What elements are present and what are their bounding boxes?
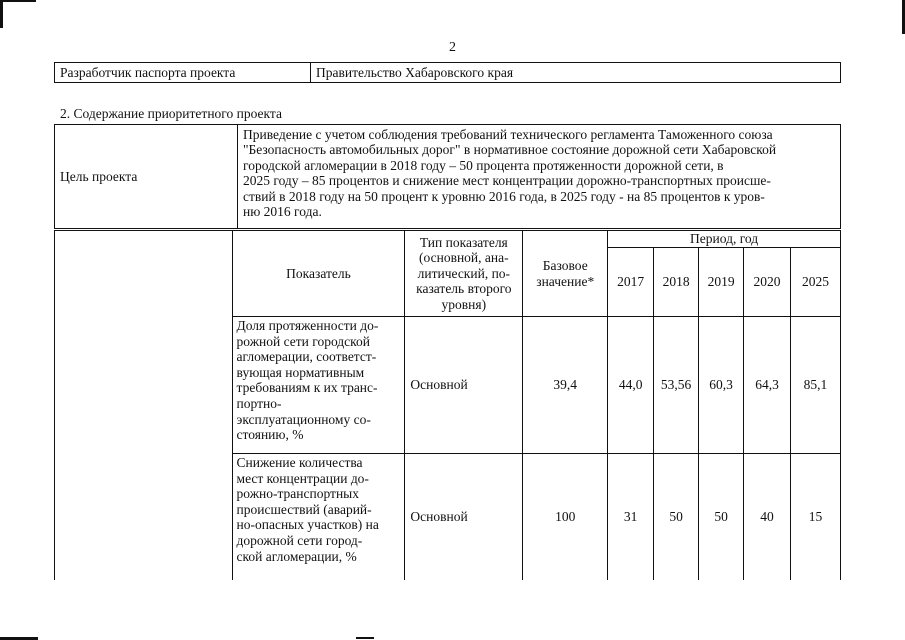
indicator-value: 40 [744,454,791,580]
goal-line: городской агломерации в 2018 году – 50 процента протяженности дорожной сети, в [243,157,724,173]
goal-line: ню 2016 года. [243,204,322,220]
scan-top-mark [0,0,36,2]
indicator-value: 50 [699,454,744,580]
blank-left-cell [55,231,233,580]
indicator-value: 64,3 [744,317,791,454]
scan-bottom-mark-2 [356,637,374,639]
indicator-value: 53,56 [654,317,699,454]
header-year: 2019 [699,248,744,317]
header-type: Тип показателя (основной, ана- литический, по- казатель второго уровня) [405,231,523,317]
header-base: Базовое значение* [523,231,608,317]
indicator-name: Доля протяженности до- рожной сети городской агломерации, соответст- вующая нормативным требованиям к их транс- портно- эксплуатационному со- стоянию, % [232,317,405,454]
indicator-base: 39,4 [523,317,608,454]
developer-label: Разработчик паспорта проекта [55,63,311,83]
header-period: Период, год [608,231,841,248]
header-year: 2020 [744,248,791,317]
goal-line: ствий в 2018 году на 50 процент к уровню 2016 года, в 2025 году - на 85 процентов к уров- [243,188,765,204]
developer-table [54,62,841,83]
indicator-value: 31 [608,454,654,580]
indicator-name: Снижение количества мест концентрации до- рожно-транспортных происшествий (аварий- но-опасных участков) на дорожной сети город- ской агломерации, % [232,454,405,580]
indicator-value: 50 [654,454,699,580]
goal-line: Приведение с учетом соблюдения требований технического регламента Таможенного союза [243,127,773,142]
indicator-type: Основной [405,317,523,454]
indicator-value: 60,3 [699,317,744,454]
indicator-value: 44,0 [608,317,654,454]
goal-line: 2025 году – 85 процентов и снижение мест концентрации дорожно-транспортных происше- [243,173,771,189]
header-year: 2017 [608,248,654,317]
goal-table [54,124,841,229]
developer-value: Правительство Хабаровского края [311,63,841,83]
goal-label: Цель проекта [55,125,238,229]
section-title: 2. Содержание приоритетного проекта [60,106,282,121]
indicator-type: Основной [405,454,523,580]
header-year: 2018 [654,248,699,317]
header-year: 2025 [790,248,840,317]
goal-line: "Безопасность автомобильных дорог" в нормативное состояние дорожной сети Хабаровской [243,142,777,158]
indicators-table [54,230,841,580]
indicator-value: 15 [790,454,840,580]
header-indicator: Показатель [232,231,405,317]
scan-edge-mark [0,0,3,28]
page-number: 2 [449,40,456,55]
indicator-base: 100 [523,454,608,580]
goal-text [238,125,841,229]
indicator-value: 85,1 [790,317,840,454]
